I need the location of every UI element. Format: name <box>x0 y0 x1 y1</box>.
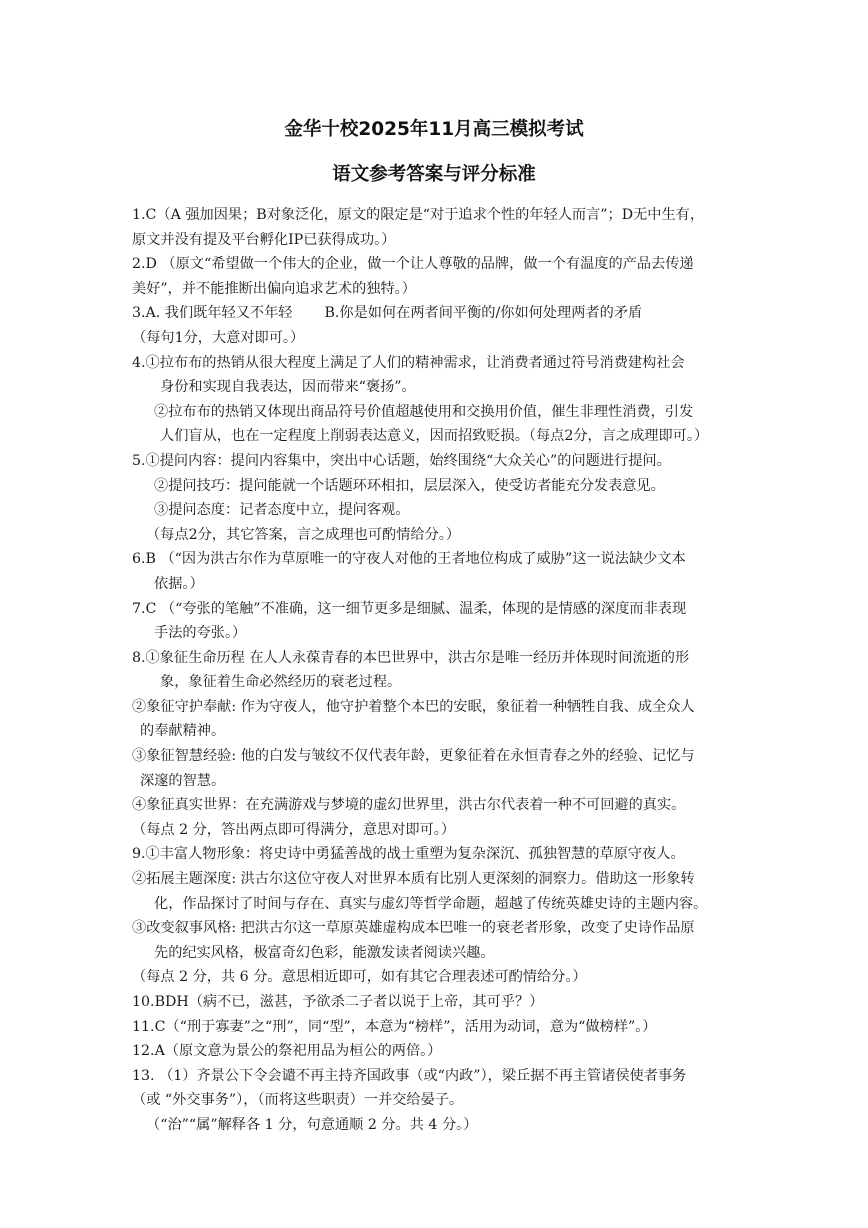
answer-line: 1.C（A 强加因果；B对象泛化，原文的限定是“对于追求个性的年轻人而言”；D无中生有， <box>132 207 705 223</box>
answer-item-4 <box>132 351 742 449</box>
answer-line: 的奉献精神。 <box>140 723 226 740</box>
answer-line: ④象征真实世界：在充满游戏与梦境的虚幻世界里，洪古尔代表着一种不可回避的真实。 <box>132 797 686 814</box>
answer-item-6 <box>132 547 742 596</box>
scoring-note: （每句1分，大意对即可。） <box>132 329 305 346</box>
answer-line: 依据。） <box>154 575 204 592</box>
answer-line: 身份和实现自我表达，因而带来“褒扬”。 <box>160 379 416 396</box>
answer-line: 人们盲从，也在一定程度上削弱表达意义，因而招致贬损。（每点2分，言之成理即可。） <box>160 428 709 445</box>
answer-item-12 <box>132 1039 742 1064</box>
answer-item-7 <box>132 597 742 646</box>
answer-line: 10.BDH（病不已，滋甚，予欲杀二子者以说于上帝，其可乎？） <box>132 994 544 1010</box>
answer-line: ②象征守护奉献: 作为守夜人，他守护着整个本巴的安眠，象征着一种牺牲自我、成全众人 <box>132 698 695 715</box>
answer-line: ②拉布布的热销又体现出商品符号价值超越使用和交换用价值，催生非理性消费，引发 <box>154 403 694 420</box>
answer-line: 9.①丰富人物形象：将史诗中勇猛善战的战士重塑为复杂深沉、孤独智慧的草原守夜人。 <box>132 846 685 863</box>
answer-line: 6.B （“因为洪古尔作为草原唯一的守夜人对他的王者地位构成了威胁”这一说法缺少文本 <box>132 551 686 568</box>
answer-line: 7.C （“夸张的笔触”不准确，这一细节更多是细腻、温柔，体现的是情感的深度而非表现 <box>132 600 687 617</box>
answer-line: 手法的夸张。） <box>154 625 247 642</box>
answer-item-5 <box>132 449 742 547</box>
answer-line: 先的纪实风格，极富奇幻色彩，能激发读者阅读兴趣。 <box>154 944 495 961</box>
scoring-note: （“治”“属”解释各 1 分，句意通顺 2 分。共 4 分。） <box>146 1116 478 1133</box>
answer-list <box>132 203 742 1138</box>
page-subtitle: 语文参考答案与评分标准 <box>332 164 536 185</box>
answer-item-11 <box>132 1015 742 1040</box>
answer-item-2 <box>132 252 742 301</box>
answer-line: ②提问技巧：提问能就一个话题环环相扣，层层深入，使受访者能充分发表意见。 <box>154 477 665 494</box>
answer-line: 深邃的智慧。 <box>140 772 226 789</box>
answer-item-1 <box>132 203 742 252</box>
answer-line: 11.C（“刑于寡妻”之“刑”，同“型”，本意为“榜样”，活用为动词，意为“做榜样”。） <box>132 1018 657 1035</box>
answer-item-9 <box>132 842 742 990</box>
answer-item-3 <box>132 301 742 350</box>
answer-item-8 <box>132 646 742 843</box>
answer-3b: B.你是如何在两者间平衡的/你如何处理两者的矛盾 <box>324 305 643 322</box>
answer-line: 美好”，并不能推断出偏向追求艺术的独特。） <box>132 280 416 297</box>
answer-line: ③提问态度：记者态度中立，提问客观。 <box>154 502 410 519</box>
answer-line: ③象征智慧经验: 他的白发与皱纹不仅代表年龄，更象征着在永恒青春之外的经验、记忆与 <box>132 748 695 765</box>
answer-line: ③改变叙事风格: 把洪古尔这一草原英雄虚构成本巴唯一的衰老者形象，改变了史诗作品原 <box>132 920 695 937</box>
scoring-note: （每点 2 分，共 6 分。意思相近即可，如有其它合理表述可酌情给分。） <box>132 969 587 986</box>
answer-line: 4.①拉布布的热销从很大程度上满足了人们的精神需求，让消费者通过符号消费建构社会 <box>132 354 685 371</box>
answer-item-13 <box>132 1064 742 1138</box>
answer-line: 化，作品探讨了时间与存在、真实与虚幻等哲学命题，超越了传统英雄史诗的主题内容。 <box>154 895 708 912</box>
page-title: 金华十校2025年11月高三模拟考试 <box>284 119 584 140</box>
answer-line: ②拓展主题深度: 洪古尔这位守夜人对世界本质有比别人更深刻的洞察力。借助这一形象转 <box>132 871 695 888</box>
answer-item-10 <box>132 990 742 1015</box>
answer-line: 12.A（原文意为景公的祭祀用品为桓公的两倍。） <box>132 1043 442 1060</box>
answer-line: 8.①象征生命历程 在人人永葆青春的本巴世界中，洪古尔是唯一经历并体现时间流逝的形 <box>132 649 690 666</box>
answer-3a: 3.A. 我们既年轻又不年轻 <box>132 305 293 322</box>
answer-line: 象，象征着生命必然经历的衰老过程。 <box>160 674 402 691</box>
answer-line: （或 “外交事务”），（而将这些职责）一并交给晏子。 <box>132 1092 464 1109</box>
answer-line <box>132 301 742 326</box>
answer-line: 13. （1）齐景公下令会谴不再主持齐国政事（或“内政”），梁丘据不再主管诸侯使者事务 <box>132 1067 687 1084</box>
answer-line: 原文并没有提及平台孵化IP已获得成功。） <box>132 231 396 248</box>
scoring-note: （每点 2 分，答出两点即可得满分，意思对即可。） <box>132 821 456 838</box>
answer-line: 5.①提问内容：提问内容集中，突出中心话题，始终围绕“大众关心”的问题进行提问。 <box>132 452 671 469</box>
scoring-note: （每点2分，其它答案，言之成理也可酌情给分。） <box>146 526 461 543</box>
answer-line: 2.D （原文“希望做一个伟大的企业，做一个让人尊敬的品牌，做一个有温度的产品去传递 <box>132 256 694 273</box>
